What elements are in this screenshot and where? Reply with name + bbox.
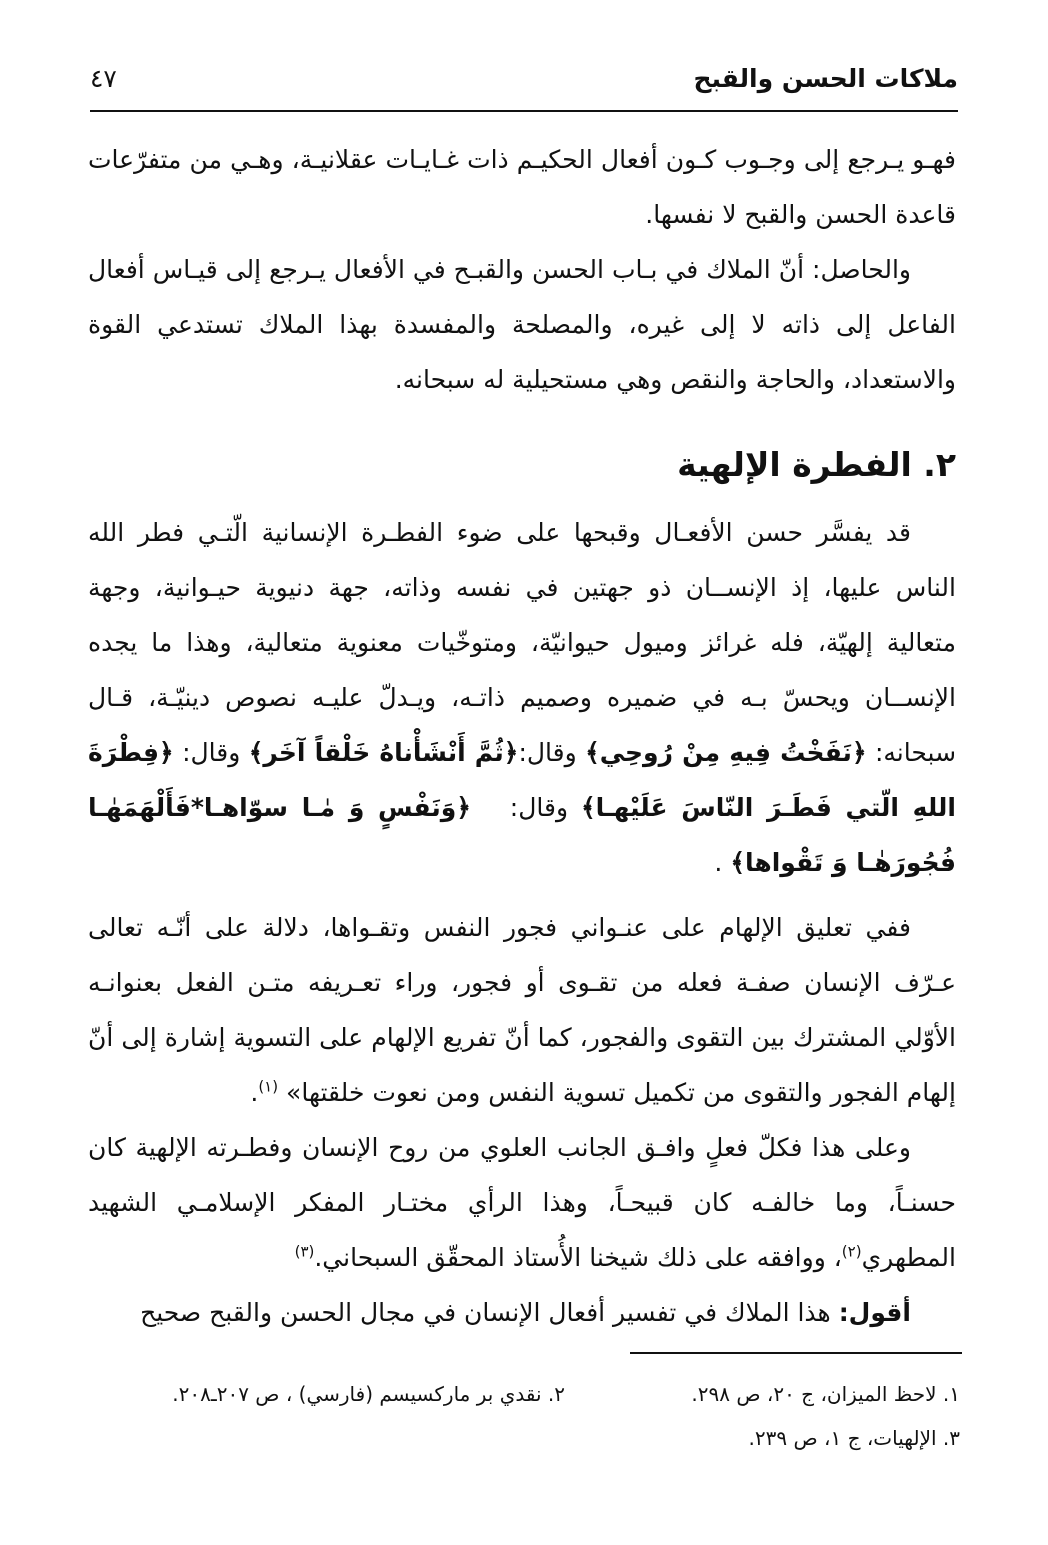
paragraph-4-end: . [250, 1078, 259, 1107]
header-divider [90, 110, 958, 112]
footnote-ref-3: (٣) [294, 1242, 315, 1261]
quran-verse-1: ﴿نَفَخْتُ فِيهِ مِنْ رُوحِي﴾ [585, 738, 867, 767]
said-3: وقال: [509, 793, 569, 822]
paragraph-1: فهـو يـرجع إلى وجـوب كـون أفعال الحكيـم ذات غـايـات عقلانيـة، وهـي من متفرّعات قاعدة الحسن والقبح لا نفسها. [88, 145, 956, 229]
said-1: وقال: [518, 738, 577, 767]
said-2: وقال: [182, 738, 241, 767]
paragraph-3-end: . [714, 848, 723, 877]
paragraph-5-text-b: ، ووافقه على ذلك شيخنا الأُستاذ المحقّق السبحاني. [314, 1243, 842, 1272]
paragraph-4 [88, 900, 956, 1120]
quran-verse-2: ﴿ثُمَّ أَنْشَأْناهُ خَلْقاً آخَر﴾ [248, 738, 519, 767]
footnote-ref-1: (١) [258, 1077, 279, 1096]
footnote-ref-2: (٢) [841, 1242, 862, 1261]
paragraph-6-text: هذا الملاك في تفسير أفعال الإنسان في مجال الحسن والقبح صحيح [140, 1298, 831, 1327]
paragraph-3-text: قد يفسَّر حسن الأفعـال وقبحها على ضوء الفطـرة الإنسانية الّتـي فطر الله الناس عليها، إذ الإنســان ذو جهتين في نفسه وذاته، جهة دنيوية حيـوانية، وجهة متعالية إلهيّة، فله غرائز وميول حيوانيّة، ومتوخّيات معنوية متعالية، وهذا ما يجده الإنســان ويحسّ بـه في ضميره وصميم ذاتـه، ويـدلّ عليـه نصوص دينيّـة، قـال سبحانه: [88, 518, 957, 767]
footnote-2: ٢. نقدي بر ماركسيسم (فارسي) ، ص ٢٠٧ـ٢٠٨. [172, 1382, 565, 1406]
quran-verse-4: ﴿وَنَفْسٍ وَ مٰـا سوّاهـا*فَأَلْهَمَهٰـا فُجُورَهٰـا وَ تَقْواها﴾ [88, 793, 956, 877]
paragraph-6 [88, 1285, 956, 1340]
page-body [88, 132, 956, 1340]
paragraph-3 [88, 505, 956, 890]
paragraph-2: والحاصل: أنّ الملاك في بـاب الحسن والقبـح في الأفعال يـرجع إلى قيـاس أفعال الفاعل إلى ذاته لا إلى غيره، والمصلحة والمفسدة بهذا الملاك تستدعي القوة والاستعداد، والحاجة والنقص وهي مستحيلية له سبحانه. [88, 255, 956, 394]
paragraph-6-label: أقول: [838, 1298, 911, 1327]
footnote-divider [630, 1352, 962, 1354]
running-title: ملاكات الحسن والقبح [693, 64, 958, 93]
paragraph-5 [88, 1120, 956, 1285]
page-header [90, 60, 958, 100]
section-heading: ٢. الفطرة الإلهية [677, 445, 956, 484]
paragraph-5-text: وعلى هذا فكلّ فعلٍ وافـق الجانب العلوي من روح الإنسان وفطـرته الإلهية كان حسنـاً، وما خالفـه كان قبيحـاً، وهذا الرأي مختـار المفكر الإسلامـي الشهيد المطهري [88, 1133, 956, 1272]
paragraph-4-text: ففي تعليق الإلهام على عنـواني فجور النفس وتقـواها، دلالة على أنّـه تعالى عـرّف الإنسان صفـة فعله من تقـوى أو فجور، وراء تعـريفه متـن الفعل بعنوانـه الأوّلي المشترك بين التقوى والفجور، كما أنّ تفريع الإلهام على التسوية إشارة إلى أنّ إلهام الفجور والتقوى من تكميل تسوية النفس ومن نعوت خلقتها» [88, 913, 956, 1107]
page-number: ٤٧ [90, 64, 117, 93]
footnote-3: ٣. الإلهيات، ج ١، ص ٢٣٩. [748, 1426, 960, 1450]
quran-verse-3: ﴿فِطْرَةَ اللهِ الّتي فَطَـرَ النّاسَ عَلَيْهـا﴾ [88, 738, 956, 822]
footnote-1: ١. لاحظ الميزان، ج ٢٠، ص ٢٩٨. [691, 1382, 960, 1406]
